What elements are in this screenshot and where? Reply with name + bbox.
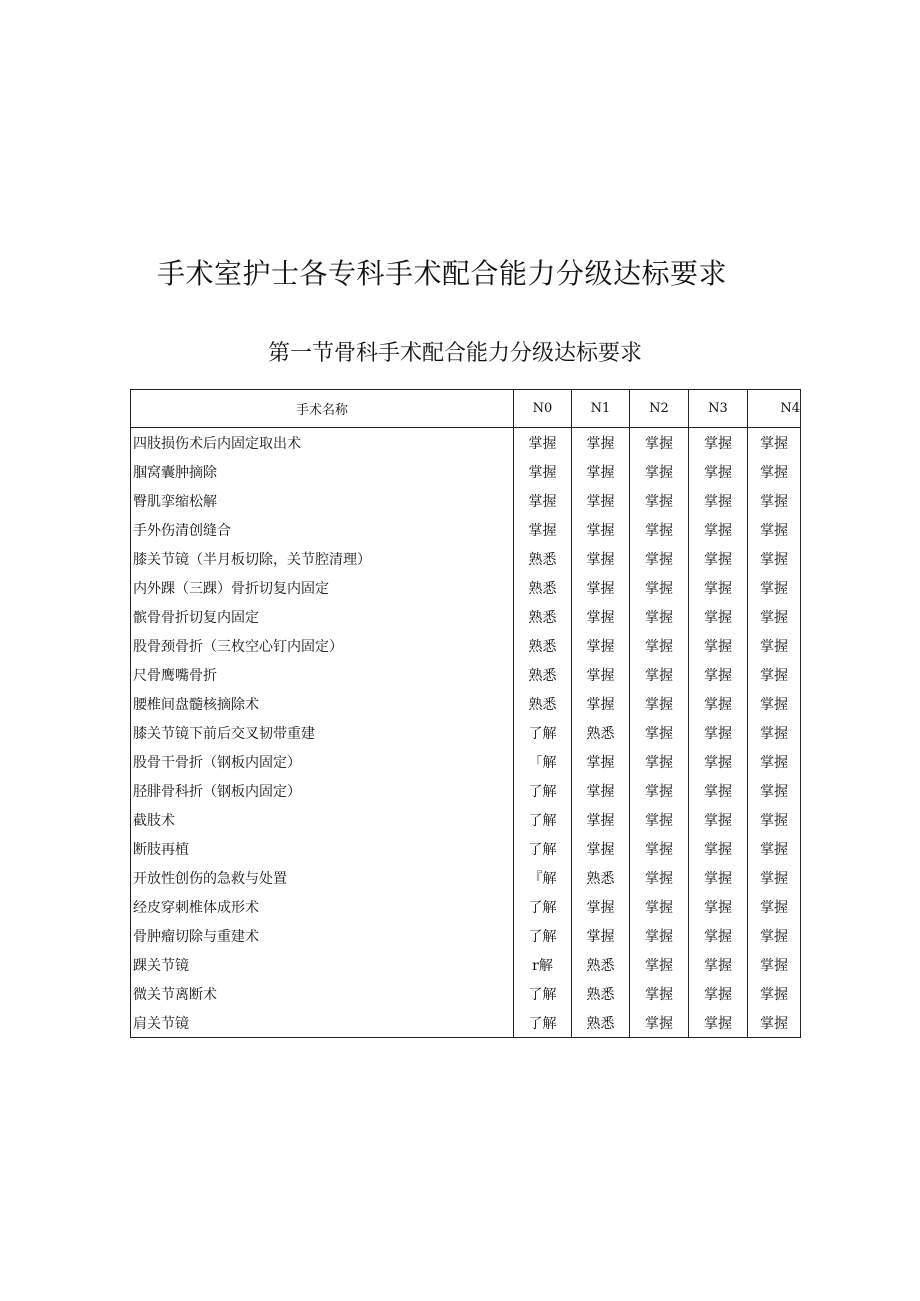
level-n1-cell: 熟悉 <box>572 979 630 1008</box>
level-n4-cell: 掌握 <box>748 892 801 921</box>
level-n0-cell: 熟悉 <box>514 544 572 573</box>
level-n2-cell: 掌握 <box>630 544 689 573</box>
level-n0-cell: 『解 <box>514 863 572 892</box>
level-n4-cell: 掌握 <box>748 776 801 805</box>
procedure-name-cell: 开放性创伤的急救与处置 <box>131 863 514 892</box>
level-n4-cell: 掌握 <box>748 660 801 689</box>
level-n1-cell: 掌握 <box>572 689 630 718</box>
level-n2-cell: 掌握 <box>630 834 689 863</box>
procedure-name-cell: 四肢损伤术后内固定取出术 <box>131 428 514 458</box>
table-row <box>131 979 801 1008</box>
level-n1-cell: 熟悉 <box>572 863 630 892</box>
level-n3-cell: 掌握 <box>689 573 748 602</box>
table-row <box>131 631 801 660</box>
procedure-name-cell: 腘窝囊肿摘除 <box>131 457 514 486</box>
level-n0-cell: 掌握 <box>514 457 572 486</box>
level-n3-cell: 掌握 <box>689 660 748 689</box>
level-n1-cell: 掌握 <box>572 486 630 515</box>
level-n1-cell: 掌握 <box>572 921 630 950</box>
procedure-name-cell: 骨肿瘤切除与重建术 <box>131 921 514 950</box>
level-n1-cell: 掌握 <box>572 515 630 544</box>
level-n0-cell: r解 <box>514 950 572 979</box>
procedure-name-cell: 腰椎间盘髓核摘除术 <box>131 689 514 718</box>
level-n0-cell: 了解 <box>514 834 572 863</box>
level-n1-cell: 掌握 <box>572 631 630 660</box>
procedure-name-cell: 股骨颈骨折（三枚空心钉内固定） <box>131 631 514 660</box>
procedure-name-cell: 膝关节镜（半月板切除，关节腔清理） <box>131 544 514 573</box>
procedure-name-cell: 截肢术 <box>131 805 514 834</box>
procedure-name-cell: 手外伤清创缝合 <box>131 515 514 544</box>
level-n0-cell: 「解 <box>514 747 572 776</box>
level-n3-cell: 掌握 <box>689 428 748 458</box>
level-n4-cell: 掌握 <box>748 950 801 979</box>
level-n3-cell: 掌握 <box>689 718 748 747</box>
table-row <box>131 457 801 486</box>
level-n3-cell: 掌握 <box>689 892 748 921</box>
level-n1-cell: 掌握 <box>572 457 630 486</box>
level-n4-cell: 掌握 <box>748 573 801 602</box>
header-level-n3: N3 <box>689 390 748 428</box>
procedure-name-cell: 微关节离断术 <box>131 979 514 1008</box>
level-n4-cell: 掌握 <box>748 718 801 747</box>
level-n4-cell: 掌握 <box>748 457 801 486</box>
procedure-name-cell: 肩关节镜 <box>131 1008 514 1038</box>
level-n2-cell: 掌握 <box>630 486 689 515</box>
level-n4-cell: 掌握 <box>748 486 801 515</box>
level-n3-cell: 掌握 <box>689 515 748 544</box>
table-row <box>131 1008 801 1038</box>
table-row <box>131 486 801 515</box>
table-row <box>131 573 801 602</box>
level-n0-cell: 了解 <box>514 718 572 747</box>
level-n0-cell: 掌握 <box>514 428 572 458</box>
table-row <box>131 834 801 863</box>
section-title: 第一节骨科手术配合能力分级达标要求 <box>268 341 643 366</box>
level-n0-cell: 熟悉 <box>514 660 572 689</box>
level-n2-cell: 掌握 <box>630 689 689 718</box>
level-n0-cell: 了解 <box>514 892 572 921</box>
procedure-name-cell: 髌骨骨折切复内固定 <box>131 602 514 631</box>
level-n3-cell: 掌握 <box>689 689 748 718</box>
level-n2-cell: 掌握 <box>630 863 689 892</box>
level-n3-cell: 掌握 <box>689 979 748 1008</box>
table-row <box>131 776 801 805</box>
level-n1-cell: 掌握 <box>572 834 630 863</box>
table-row <box>131 747 801 776</box>
level-n4-cell: 掌握 <box>748 979 801 1008</box>
level-n1-cell: 掌握 <box>572 602 630 631</box>
table-body <box>131 428 801 1038</box>
level-n2-cell: 掌握 <box>630 950 689 979</box>
level-n3-cell: 掌握 <box>689 747 748 776</box>
level-n3-cell: 掌握 <box>689 486 748 515</box>
level-n2-cell: 掌握 <box>630 602 689 631</box>
level-n0-cell: 熟悉 <box>514 602 572 631</box>
table-row <box>131 660 801 689</box>
level-n2-cell: 掌握 <box>630 631 689 660</box>
procedure-name-cell: 胫腓骨科折（钢板内固定） <box>131 776 514 805</box>
procedure-name-cell: 断肢再植 <box>131 834 514 863</box>
level-n1-cell: 掌握 <box>572 747 630 776</box>
level-n4-cell: 掌握 <box>748 1008 801 1038</box>
level-n0-cell: 了解 <box>514 1008 572 1038</box>
level-n0-cell: 掌握 <box>514 486 572 515</box>
level-n2-cell: 掌握 <box>630 515 689 544</box>
level-n2-cell: 掌握 <box>630 1008 689 1038</box>
level-n4-cell: 掌握 <box>748 631 801 660</box>
level-n2-cell: 掌握 <box>630 747 689 776</box>
level-n4-cell: 掌握 <box>748 515 801 544</box>
level-n4-cell: 掌握 <box>748 428 801 458</box>
procedure-name-cell: 内外踝（三踝）骨折切复内固定 <box>131 573 514 602</box>
level-n3-cell: 掌握 <box>689 950 748 979</box>
level-n2-cell: 掌握 <box>630 428 689 458</box>
level-n3-cell: 掌握 <box>689 863 748 892</box>
procedure-name-cell: 尺骨鹰嘴骨折 <box>131 660 514 689</box>
document-title: 手术室护士各专科手术配合能力分级达标要求 <box>157 257 728 290</box>
procedure-name-cell: 踝关节镜 <box>131 950 514 979</box>
level-n1-cell: 掌握 <box>572 660 630 689</box>
level-n4-cell: 掌握 <box>748 747 801 776</box>
level-n1-cell: 掌握 <box>572 892 630 921</box>
table-row <box>131 602 801 631</box>
procedure-name-cell: 经皮穿刺椎体成形术 <box>131 892 514 921</box>
level-n0-cell: 熟悉 <box>514 573 572 602</box>
level-n4-cell: 掌握 <box>748 544 801 573</box>
level-n3-cell: 掌握 <box>689 1008 748 1038</box>
procedure-name-cell: 股骨干骨折（钢板内固定） <box>131 747 514 776</box>
skill-level-table <box>130 389 801 1038</box>
level-n3-cell: 掌握 <box>689 921 748 950</box>
table-row <box>131 892 801 921</box>
table-row <box>131 515 801 544</box>
level-n1-cell: 掌握 <box>572 428 630 458</box>
level-n3-cell: 掌握 <box>689 544 748 573</box>
level-n1-cell: 熟悉 <box>572 950 630 979</box>
procedure-name-cell: 臀肌挛缩松解 <box>131 486 514 515</box>
level-n0-cell: 了解 <box>514 979 572 1008</box>
level-n4-cell: 掌握 <box>748 834 801 863</box>
level-n4-cell: 掌握 <box>748 863 801 892</box>
level-n1-cell: 掌握 <box>572 544 630 573</box>
level-n0-cell: 熟悉 <box>514 689 572 718</box>
header-level-n4: N4 <box>748 390 801 428</box>
level-n1-cell: 掌握 <box>572 776 630 805</box>
table-row <box>131 689 801 718</box>
level-n2-cell: 掌握 <box>630 805 689 834</box>
level-n3-cell: 掌握 <box>689 834 748 863</box>
table-row <box>131 921 801 950</box>
level-n2-cell: 掌握 <box>630 921 689 950</box>
level-n3-cell: 掌握 <box>689 457 748 486</box>
level-n4-cell: 掌握 <box>748 805 801 834</box>
level-n2-cell: 掌握 <box>630 979 689 1008</box>
level-n4-cell: 掌握 <box>748 689 801 718</box>
level-n2-cell: 掌握 <box>630 573 689 602</box>
header-level-n2: N2 <box>630 390 689 428</box>
level-n4-cell: 掌握 <box>748 602 801 631</box>
level-n2-cell: 掌握 <box>630 457 689 486</box>
table-row <box>131 805 801 834</box>
header-procedure-name: 手术名称 <box>131 390 514 428</box>
level-n2-cell: 掌握 <box>630 892 689 921</box>
level-n0-cell: 了解 <box>514 776 572 805</box>
table-row <box>131 718 801 747</box>
level-n1-cell: 熟悉 <box>572 718 630 747</box>
level-n2-cell: 掌握 <box>630 660 689 689</box>
level-n3-cell: 掌握 <box>689 602 748 631</box>
table-row <box>131 950 801 979</box>
table-row <box>131 428 801 458</box>
level-n0-cell: 熟悉 <box>514 631 572 660</box>
table-row <box>131 544 801 573</box>
level-n0-cell: 了解 <box>514 921 572 950</box>
level-n3-cell: 掌握 <box>689 776 748 805</box>
header-level-n1: N1 <box>572 390 630 428</box>
level-n1-cell: 掌握 <box>572 573 630 602</box>
level-n0-cell: 掌握 <box>514 515 572 544</box>
table-row <box>131 863 801 892</box>
level-n4-cell: 掌握 <box>748 921 801 950</box>
level-n3-cell: 掌握 <box>689 631 748 660</box>
level-n2-cell: 掌握 <box>630 776 689 805</box>
table-header-row <box>131 390 801 428</box>
level-n1-cell: 掌握 <box>572 805 630 834</box>
procedure-name-cell: 膝关节镜下前后交叉韧带重建 <box>131 718 514 747</box>
level-n0-cell: 了解 <box>514 805 572 834</box>
level-n1-cell: 熟悉 <box>572 1008 630 1038</box>
level-n2-cell: 掌握 <box>630 718 689 747</box>
level-n3-cell: 掌握 <box>689 805 748 834</box>
header-level-n0: N0 <box>514 390 572 428</box>
